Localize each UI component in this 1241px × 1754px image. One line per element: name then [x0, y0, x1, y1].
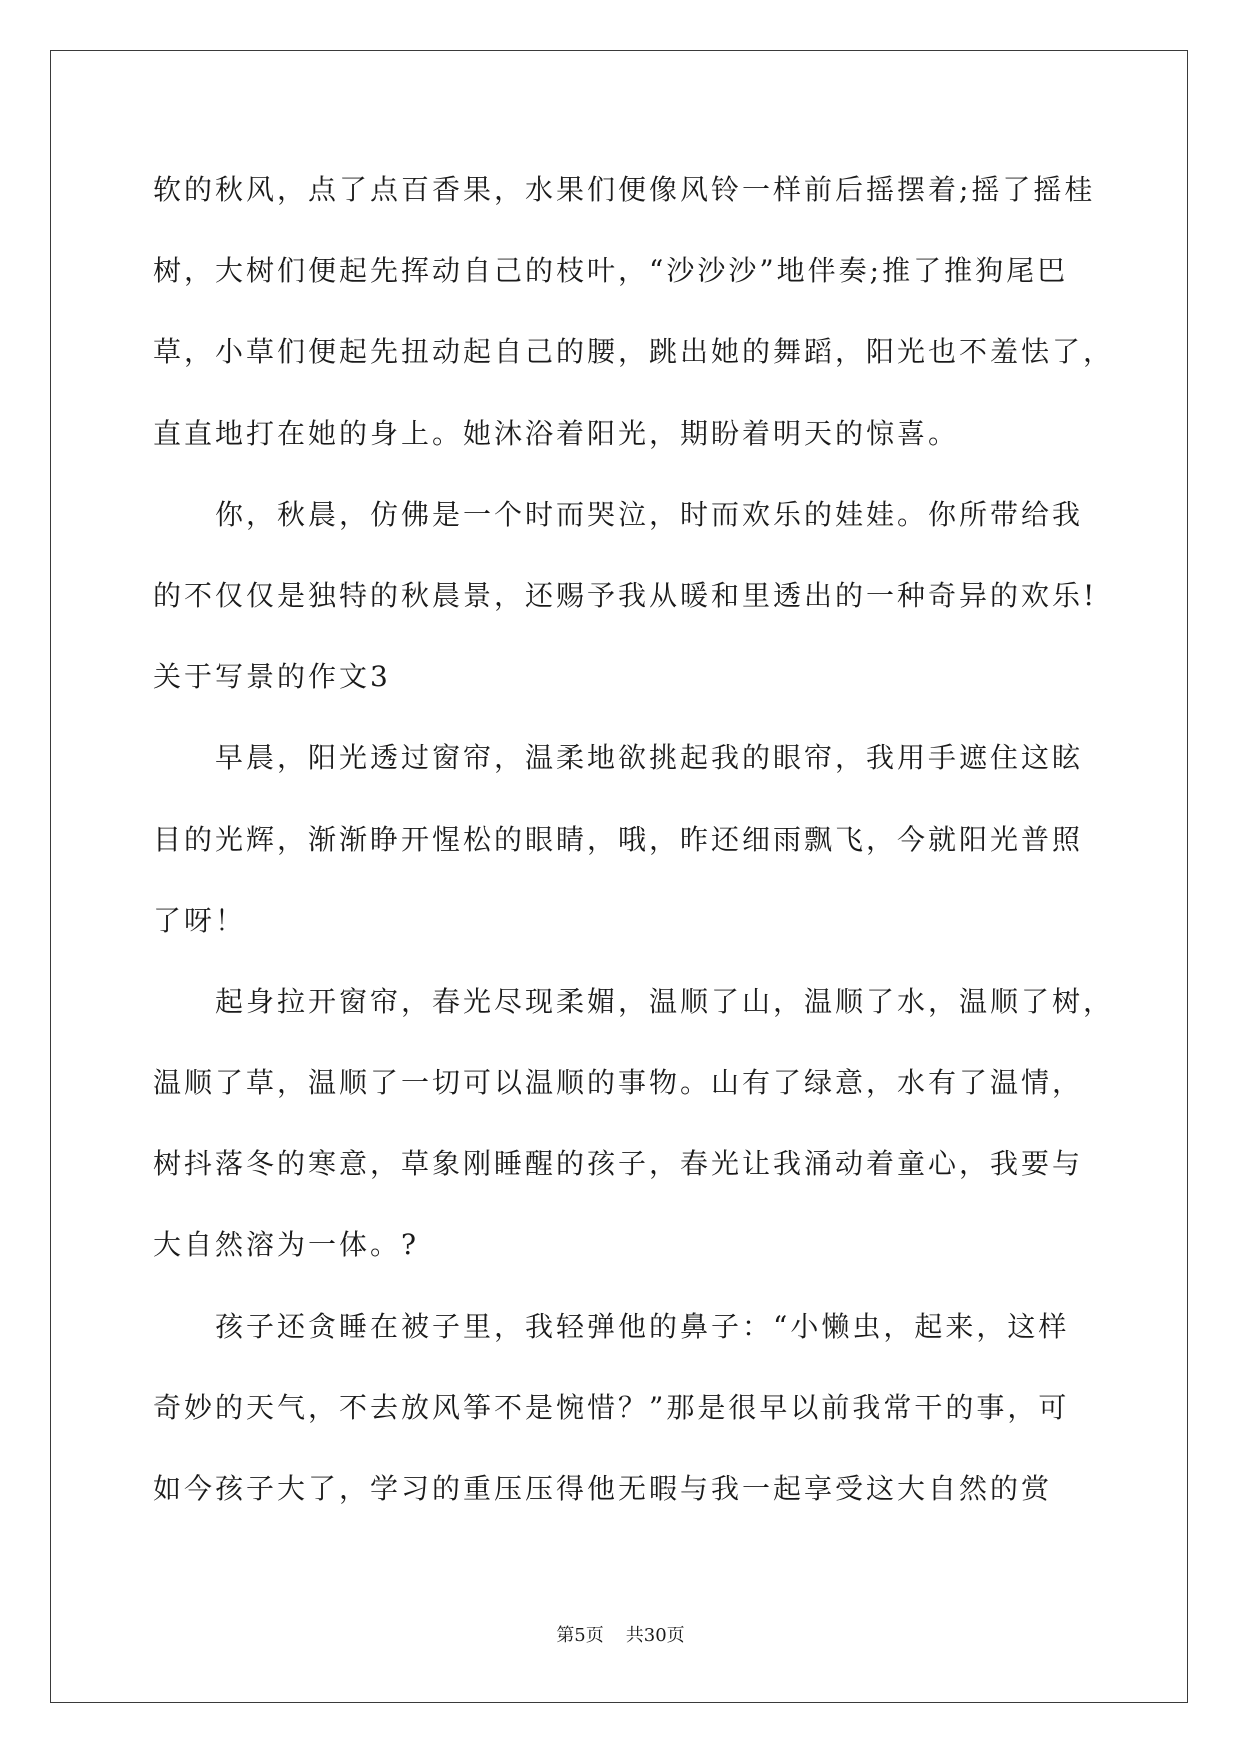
text-line: 如今孩子大了，学习的重压压得他无暇与我一起享受这大自然的赏 — [153, 1472, 1053, 1505]
text-line: 你，秋晨，仿佛是一个时而哭泣，时而欢乐的娃娃。你所带给我 — [215, 497, 1084, 531]
page-footer — [0, 1622, 1241, 1650]
text-line: 树，大树们便起先挥动自己的枝叶，“沙沙沙”地伴奏;推了推狗尾巴 — [153, 254, 1069, 288]
text-line: 的不仅仅是独特的秋晨景，还赐予我从暖和里透出的一种奇异的欢乐! — [153, 578, 1098, 612]
text-line: 起身拉开窗帘，春光尽现柔媚，温顺了山，温顺了水，温顺了树， — [215, 984, 1115, 1018]
text-line: 草，小草们便起先扭动起自己的腰，跳出她的舞蹈，阳光也不羞怯了， — [153, 335, 1115, 369]
text-line: 了呀！ — [153, 903, 247, 937]
text-line: 孩子还贪睡在被子里，我轻弹他的鼻子：“小懒虫，起来，这样 — [215, 1309, 1070, 1343]
paragraph — [153, 717, 1173, 961]
section-title: 关于写景的作文3 — [153, 660, 391, 694]
text-line: 早晨，阳光透过窗帘，温柔地欲挑起我的眼帘，我用手遮住这眩 — [215, 741, 1084, 775]
document-body — [153, 149, 1173, 1529]
paragraph — [153, 149, 1173, 474]
paragraph — [153, 474, 1173, 636]
text-line: 大自然溶为一体。? — [153, 1228, 420, 1262]
text-line: 目的光辉，渐渐睁开惺松的眼睛，哦，昨还细雨飘飞，今就阳光普照 — [153, 822, 1084, 856]
page-total: 共30页 — [625, 1625, 685, 1646]
paragraph — [153, 961, 1173, 1286]
text-line: 直直地打在她的身上。她沐浴着阳光，期盼着明天的惊喜。 — [153, 416, 960, 450]
text-line: 温顺了草，温顺了一切可以温顺的事物。山有了绿意，水有了温情， — [153, 1066, 1084, 1100]
page-number: 第5页 — [556, 1625, 604, 1646]
paragraph — [153, 1286, 1173, 1530]
text-line: 软的秋风，点了点百香果，水果们便像风铃一样前后摇摆着;摇了摇桂 — [153, 173, 1096, 206]
text-line: 奇妙的天气，不去放风筝不是惋惜？”那是很早以前我常干的事，可 — [153, 1390, 1070, 1424]
text-line: 树抖落冬的寒意，草象刚睡醒的孩子，春光让我涌动着童心，我要与 — [153, 1147, 1084, 1181]
